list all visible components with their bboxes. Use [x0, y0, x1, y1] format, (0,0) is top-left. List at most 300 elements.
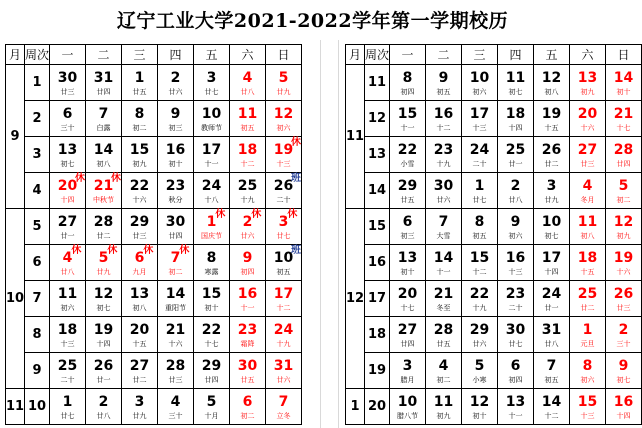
lunar-date: 廿四 [168, 231, 183, 240]
lunar-date: 十五 [544, 123, 559, 132]
day-cell [498, 245, 534, 281]
lunar-date: 十四 [96, 339, 111, 348]
week-number: 8 [25, 317, 50, 353]
workday-badge: 班 [291, 172, 301, 184]
day-number: 13 [577, 69, 598, 86]
lunar-date: 二十 [472, 159, 487, 168]
day-cell [158, 65, 194, 101]
lunar-date: 九月 [132, 267, 147, 276]
day-cell [426, 245, 462, 281]
lunar-date: 大雪 [436, 231, 451, 240]
day-number: 6 [242, 393, 253, 410]
day-number: 6 [134, 249, 145, 266]
day-number: 4 [62, 249, 73, 266]
day-number: 20 [577, 105, 598, 122]
day-number: 30 [237, 357, 258, 374]
day-number: 16 [433, 105, 454, 122]
day-number: 19 [93, 321, 114, 338]
day-cell [194, 281, 230, 317]
lunar-date: 初八 [132, 303, 147, 312]
day-number: 26 [541, 141, 562, 158]
day-cell [462, 389, 498, 425]
lunar-date: 国庆节 [201, 231, 222, 240]
week-row [6, 209, 302, 245]
header-cell: 六 [230, 45, 266, 65]
day-number: 10 [397, 393, 418, 410]
day-number: 20 [397, 285, 418, 302]
lunar-date: 廿四 [204, 375, 219, 384]
day-cell [50, 101, 86, 137]
day-number: 16 [237, 285, 258, 302]
day-number: 1 [62, 393, 73, 410]
lunar-date: 廿五 [400, 195, 415, 204]
day-cell [390, 281, 426, 317]
day-number: 16 [165, 141, 186, 158]
day-cell [498, 137, 534, 173]
day-cell [462, 101, 498, 137]
lunar-date: 初十 [168, 159, 183, 168]
day-cell [390, 209, 426, 245]
lunar-date: 廿八 [544, 339, 559, 348]
lunar-date: 初二 [168, 267, 183, 276]
header-cell: 二 [426, 45, 462, 65]
week-number: 6 [25, 245, 50, 281]
lunar-date: 十二 [544, 411, 559, 420]
day-cell [50, 317, 86, 353]
header-cell: 六 [570, 45, 606, 65]
lunar-date: 腊月 [400, 375, 415, 384]
lunar-date: 廿三 [580, 159, 595, 168]
day-cell [462, 137, 498, 173]
lunar-date: 元旦 [580, 339, 595, 348]
day-cell [122, 101, 158, 137]
day-cell [570, 317, 606, 353]
lunar-date: 初十 [400, 267, 415, 276]
day-cell [570, 245, 606, 281]
day-number: 17 [469, 105, 490, 122]
day-cell [426, 101, 462, 137]
lunar-date: 秋分 [168, 195, 183, 204]
day-number: 5 [618, 177, 629, 194]
lunar-date: 廿九 [96, 267, 111, 276]
day-number: 7 [98, 105, 109, 122]
day-number: 21 [93, 177, 114, 194]
day-number: 16 [505, 249, 526, 266]
lunar-date: 初三 [168, 123, 183, 132]
lunar-date: 初五 [276, 267, 291, 276]
day-cell [230, 389, 266, 425]
lunar-date: 十九 [472, 303, 487, 312]
week-number: 5 [25, 209, 50, 245]
week-row [346, 65, 642, 101]
lunar-date: 初九 [132, 159, 147, 168]
day-number: 9 [242, 249, 253, 266]
week-row [6, 245, 302, 281]
header-cell: 四 [498, 45, 534, 65]
lunar-date: 二十 [276, 195, 291, 204]
lunar-date: 三十 [60, 123, 75, 132]
week-number: 2 [25, 101, 50, 137]
day-number: 12 [613, 213, 634, 230]
lunar-date: 十一 [400, 123, 415, 132]
day-number: 2 [170, 69, 181, 86]
day-number: 12 [273, 105, 294, 122]
day-number: 10 [541, 213, 562, 230]
lunar-date: 廿九 [544, 195, 559, 204]
day-cell [194, 209, 230, 245]
day-number: 6 [62, 105, 73, 122]
lunar-date: 十三 [472, 123, 487, 132]
month-cell: 10 [6, 209, 25, 389]
lunar-date: 二十 [60, 375, 75, 384]
day-cell [158, 245, 194, 281]
day-cell [230, 353, 266, 389]
day-cell [86, 101, 122, 137]
day-cell [122, 173, 158, 209]
day-number: 14 [93, 141, 114, 158]
day-cell [86, 245, 122, 281]
day-cell [230, 245, 266, 281]
day-cell [266, 65, 302, 101]
week-row [346, 101, 642, 137]
day-cell [534, 173, 570, 209]
day-cell [606, 65, 642, 101]
lunar-date: 十六 [132, 195, 147, 204]
lunar-date: 廿七 [508, 339, 523, 348]
day-cell [122, 389, 158, 425]
day-number: 9 [618, 357, 629, 374]
week-number: 18 [365, 317, 390, 353]
day-number: 11 [577, 213, 598, 230]
day-cell [534, 209, 570, 245]
lunar-date: 廿三 [60, 87, 75, 96]
week-row [346, 389, 642, 425]
day-number: 4 [242, 69, 253, 86]
lunar-date: 初六 [508, 231, 523, 240]
day-number: 23 [165, 177, 186, 194]
week-number: 17 [365, 281, 390, 317]
day-number: 10 [273, 249, 294, 266]
day-number: 11 [57, 285, 78, 302]
week-row [346, 281, 642, 317]
day-cell [122, 65, 158, 101]
week-row [6, 65, 302, 101]
header-cell: 二 [86, 45, 122, 65]
lunar-date: 初七 [508, 87, 523, 96]
day-cell [534, 317, 570, 353]
day-number: 14 [613, 69, 634, 86]
lunar-date: 二十 [508, 303, 523, 312]
day-number: 25 [237, 177, 258, 194]
lunar-date: 初十 [204, 303, 219, 312]
day-cell [390, 65, 426, 101]
day-number: 31 [273, 357, 294, 374]
day-cell [50, 65, 86, 101]
week-number: 15 [365, 209, 390, 245]
day-number: 8 [206, 249, 217, 266]
header-cell: 一 [50, 45, 86, 65]
day-cell [266, 317, 302, 353]
week-number: 7 [25, 281, 50, 317]
day-cell [606, 245, 642, 281]
holiday-badge: 休 [179, 244, 190, 256]
day-cell [570, 101, 606, 137]
day-cell [534, 101, 570, 137]
header-cell: 周次 [25, 45, 50, 65]
day-number: 28 [93, 213, 114, 230]
lunar-date: 廿一 [60, 231, 75, 240]
lunar-date: 十三 [580, 411, 595, 420]
day-number: 15 [129, 141, 150, 158]
day-number: 3 [546, 177, 557, 194]
lunar-date: 三十 [168, 411, 183, 420]
lunar-date: 廿七 [204, 87, 219, 96]
day-cell [122, 281, 158, 317]
day-number: 2 [98, 393, 109, 410]
lunar-date: 寒露 [204, 267, 219, 276]
holiday-badge: 休 [71, 244, 82, 256]
day-cell [230, 101, 266, 137]
day-cell [426, 173, 462, 209]
lunar-date: 十二 [240, 159, 255, 168]
day-cell [230, 65, 266, 101]
week-number: 16 [365, 245, 390, 281]
workday-badge: 班 [291, 244, 301, 256]
lunar-date: 十七 [204, 339, 219, 348]
lunar-date: 十八 [204, 195, 219, 204]
day-number: 12 [93, 285, 114, 302]
day-cell [194, 353, 230, 389]
day-number: 5 [278, 69, 289, 86]
day-number: 1 [134, 69, 145, 86]
day-cell [498, 353, 534, 389]
day-cell [570, 353, 606, 389]
day-number: 18 [57, 321, 78, 338]
day-cell [570, 281, 606, 317]
week-row [6, 281, 302, 317]
lunar-date: 初七 [544, 231, 559, 240]
day-number: 7 [170, 249, 181, 266]
day-cell [158, 317, 194, 353]
lunar-date: 廿九 [276, 87, 291, 96]
week-row [346, 173, 642, 209]
day-cell [50, 389, 86, 425]
day-cell [266, 353, 302, 389]
lunar-date: 廿五 [436, 339, 451, 348]
day-number: 1 [206, 213, 217, 230]
day-cell [50, 137, 86, 173]
lunar-date: 廿七 [472, 195, 487, 204]
lunar-date: 初九 [616, 231, 631, 240]
day-cell [50, 353, 86, 389]
day-cell [462, 209, 498, 245]
week-number: 10 [25, 389, 50, 425]
day-cell [390, 317, 426, 353]
lunar-date: 三十 [616, 339, 631, 348]
lunar-date: 廿八 [60, 267, 75, 276]
lunar-date: 冬至 [436, 303, 451, 312]
day-cell [498, 173, 534, 209]
lunar-date: 十二 [276, 303, 291, 312]
week-row [346, 209, 642, 245]
lunar-date: 十七 [616, 123, 631, 132]
day-number: 30 [57, 69, 78, 86]
day-cell [158, 173, 194, 209]
lunar-date: 白露 [96, 123, 111, 132]
day-number: 6 [402, 213, 413, 230]
day-cell [498, 389, 534, 425]
lunar-date: 十一 [508, 411, 523, 420]
day-number: 8 [474, 213, 485, 230]
lunar-date: 冬月 [580, 195, 595, 204]
lunar-date: 十一 [436, 267, 451, 276]
day-number: 2 [510, 177, 521, 194]
day-cell [462, 65, 498, 101]
header-cell: 周次 [365, 45, 390, 65]
lunar-date: 廿七 [60, 411, 75, 420]
day-cell [426, 209, 462, 245]
day-number: 7 [278, 393, 289, 410]
week-row [346, 245, 642, 281]
day-number: 3 [206, 69, 217, 86]
month-cell: 1 [346, 389, 365, 425]
lunar-date: 十四 [508, 123, 523, 132]
lunar-date: 廿九 [132, 411, 147, 420]
day-cell [390, 353, 426, 389]
day-cell [230, 209, 266, 245]
day-cell [86, 281, 122, 317]
day-number: 2 [618, 321, 629, 338]
day-number: 15 [397, 105, 418, 122]
lunar-date: 初二 [616, 195, 631, 204]
day-number: 7 [546, 357, 557, 374]
day-number: 9 [438, 69, 449, 86]
day-cell [86, 137, 122, 173]
week-number: 12 [365, 101, 390, 137]
day-number: 28 [433, 321, 454, 338]
day-cell [86, 209, 122, 245]
day-number: 15 [201, 285, 222, 302]
day-cell [390, 173, 426, 209]
day-number: 13 [129, 285, 150, 302]
day-cell [266, 209, 302, 245]
week-row [6, 389, 302, 425]
lunar-date: 廿二 [132, 375, 147, 384]
day-cell [390, 245, 426, 281]
lunar-date: 初五 [436, 87, 451, 96]
lunar-date: 初七 [60, 159, 75, 168]
day-number: 14 [433, 249, 454, 266]
week-number: 1 [25, 65, 50, 101]
lunar-date: 初八 [580, 231, 595, 240]
day-number: 24 [201, 177, 222, 194]
day-number: 4 [582, 177, 593, 194]
week-row [346, 317, 642, 353]
day-cell [230, 173, 266, 209]
day-number: 12 [541, 69, 562, 86]
day-cell [158, 209, 194, 245]
day-number: 3 [134, 393, 145, 410]
week-row [6, 137, 302, 173]
day-cell [498, 101, 534, 137]
week-number: 3 [25, 137, 50, 173]
day-number: 15 [577, 393, 598, 410]
day-cell [570, 173, 606, 209]
lunar-date: 十六 [168, 339, 183, 348]
lunar-date: 初七 [96, 303, 111, 312]
day-cell [122, 245, 158, 281]
day-cell [86, 389, 122, 425]
day-cell [426, 281, 462, 317]
lunar-date: 廿一 [96, 375, 111, 384]
day-cell [570, 137, 606, 173]
week-row [6, 317, 302, 353]
header-cell: 一 [390, 45, 426, 65]
lunar-date: 初九 [580, 87, 595, 96]
day-number: 13 [505, 393, 526, 410]
day-number: 26 [93, 357, 114, 374]
day-cell [390, 389, 426, 425]
header-cell: 三 [122, 45, 158, 65]
day-cell [498, 317, 534, 353]
day-cell [266, 281, 302, 317]
lunar-date: 廿一 [544, 303, 559, 312]
day-cell [122, 137, 158, 173]
day-number: 15 [469, 249, 490, 266]
day-number: 27 [577, 141, 598, 158]
lunar-date: 初十 [616, 87, 631, 96]
day-cell [158, 281, 194, 317]
holiday-badge: 休 [215, 208, 226, 220]
day-cell [606, 101, 642, 137]
header-row [6, 45, 302, 65]
day-cell [230, 281, 266, 317]
lunar-date: 初三 [400, 231, 415, 240]
day-number: 10 [201, 105, 222, 122]
day-cell [534, 353, 570, 389]
day-number: 30 [433, 177, 454, 194]
week-number: 11 [365, 65, 390, 101]
day-number: 30 [505, 321, 526, 338]
week-row [6, 173, 302, 209]
day-number: 18 [237, 141, 258, 158]
day-cell [498, 65, 534, 101]
holiday-badge: 休 [287, 208, 298, 220]
lunar-date: 初四 [400, 87, 415, 96]
lunar-date: 初五 [544, 375, 559, 384]
day-number: 21 [613, 105, 634, 122]
lunar-date: 立冬 [276, 411, 291, 420]
day-number: 13 [397, 249, 418, 266]
day-cell [606, 173, 642, 209]
day-cell [606, 353, 642, 389]
day-cell [50, 209, 86, 245]
holiday-badge: 休 [143, 244, 154, 256]
lunar-date: 十四 [616, 411, 631, 420]
header-row [346, 45, 642, 65]
day-number: 9 [170, 105, 181, 122]
day-number: 19 [273, 141, 294, 158]
day-cell [462, 317, 498, 353]
lunar-date: 十五 [580, 267, 595, 276]
lunar-date: 廿八 [508, 195, 523, 204]
lunar-date: 十一 [204, 159, 219, 168]
lunar-date: 廿五 [240, 375, 255, 384]
day-cell [606, 137, 642, 173]
month-cell: 11 [346, 65, 365, 209]
lunar-date: 十四 [60, 195, 75, 204]
lunar-date: 十月 [204, 411, 219, 420]
